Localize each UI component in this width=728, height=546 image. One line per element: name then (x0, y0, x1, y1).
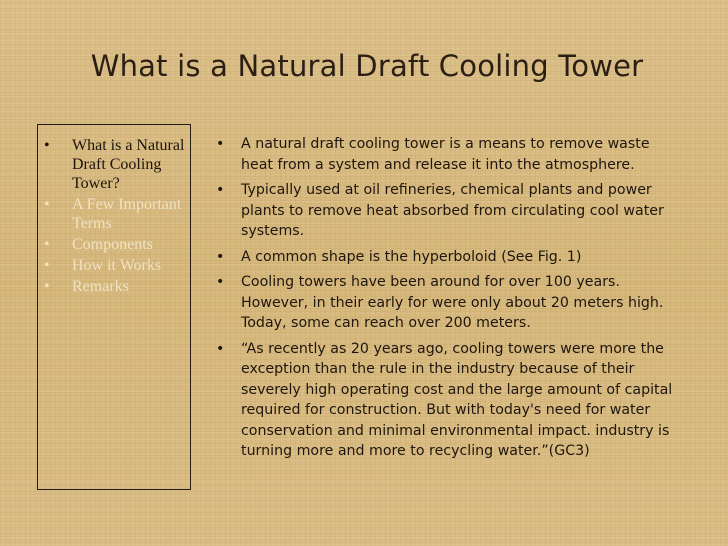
outline-item-label: How it Works (72, 257, 162, 274)
content-text: Cooling towers have been around for over 100 years. However, in their early for were only about 20 meters high. Today, some can reach over 200 meters. (241, 274, 664, 331)
outline-item-label: A Few Important Terms (72, 196, 182, 232)
slide-title: What is a Natural Draft Cooling Tower (90, 49, 644, 83)
bullet-icon: • (44, 236, 50, 253)
outline-item-components[interactable] (38, 235, 188, 254)
outline-item-label: Components (72, 236, 153, 253)
content-bullet-usage (214, 180, 684, 242)
content-bullet-history (214, 272, 684, 334)
outline-item-how-it-works[interactable] (38, 256, 188, 275)
outline-item-what-is[interactable] (38, 136, 188, 193)
bullet-icon: • (216, 182, 225, 198)
outline-item-label: What is a Natural Draft Cooling Tower? (72, 137, 185, 192)
bullet-icon: • (216, 248, 225, 265)
outline-box (37, 124, 191, 490)
bullet-icon: • (216, 136, 225, 152)
content-bullet-quote (214, 339, 684, 462)
outline-item-remarks[interactable] (38, 277, 188, 296)
bullet-icon: • (44, 278, 50, 295)
outline-item-label: Remarks (72, 278, 129, 295)
content-text: A common shape is the hyperboloid (See Fig. 1) (241, 248, 582, 265)
content-text: “As recently as 20 years ago, cooling towers were more the exception than the rule in the industry because of their severely high operating cost and the large amount of capital required for construction. But with today's need for water conservation and minimal environmental impact. industry is turning more and more to recycling water.”(GC3) (241, 340, 673, 459)
bullet-icon: • (44, 137, 50, 154)
outline-item-important-terms[interactable] (38, 195, 188, 233)
bullet-icon: • (216, 340, 225, 357)
content-bullet-definition (214, 134, 684, 175)
content-body (214, 134, 684, 467)
content-text: Typically used at oil refineries, chemical plants and power plants to remove heat absorbed from circulating cool water systems. (241, 182, 664, 239)
content-bullet-shape (214, 247, 684, 268)
bullet-icon: • (216, 274, 225, 290)
bullet-icon: • (44, 257, 50, 274)
outline-list (38, 136, 188, 298)
bullet-icon: • (44, 196, 50, 213)
content-text: A natural draft cooling tower is a means to remove waste heat from a system and release it into the atmosphere. (241, 136, 650, 173)
